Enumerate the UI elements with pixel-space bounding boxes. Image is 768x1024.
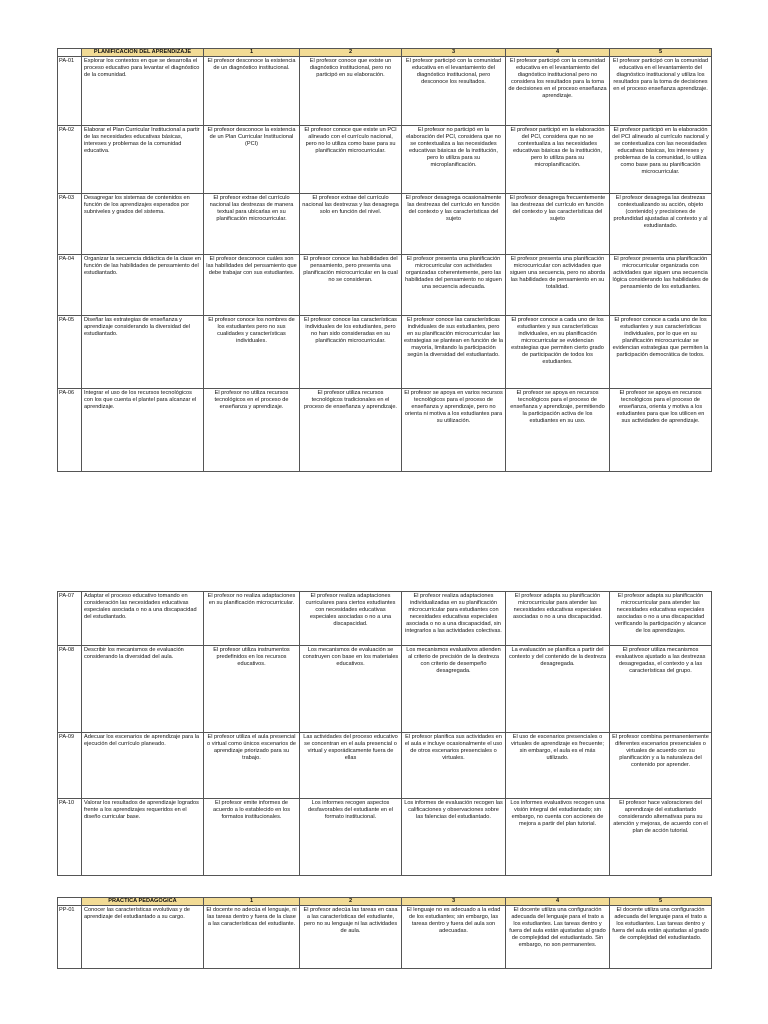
planificacion-table-page-2 — [57, 591, 712, 876]
level-5-cell: El docente utiliza una configuración adecuada del lenguaje para el trato a los estudiantes. Las tareas dentro y fuera del aula están ajustadas al grado de complejidad del estudiantado. — [610, 906, 712, 969]
level-5-cell: El profesor se apoya en recursos tecnológicos para el proceso de enseñanza, orienta y motiva a los estudiantes para que los utilicen en sus actividades de aprendizaje. — [610, 389, 712, 472]
indicator-code: PA-05 — [58, 316, 82, 389]
table-header-row — [58, 898, 712, 906]
indicator-code: PP-01 — [58, 906, 82, 969]
level-2-cell: Las actividades del proceso educativo se concentran en el aula presencial o virtual y esporádicamente fuera de ellas — [300, 733, 402, 799]
level-4-header: 4 — [506, 49, 610, 57]
level-1-cell: El docente no adecúa el lenguaje, ni las tareas dentro y fuera de la clase a las características del estudiante. — [204, 906, 300, 969]
indicator-criterion: Desagregar los sistemas de contenidos en función de los aprendizajes esperados por subniveles y grados del sistema. — [82, 194, 204, 255]
level-4-cell: El docente utiliza una configuración adecuada del lenguaje para el trato a los estudiantes. Las tareas dentro y fuera del aula están ajustadas al grado de complejidad del estudiantado. Sin embargo, no son permanentes. — [506, 906, 610, 969]
level-3-cell: El lenguaje no es adecuado a la edad de los estudiantes; sin embargo, las tareas dentro y fuera del aula son adecuadas. — [402, 906, 506, 969]
level-5-cell: El profesor hace valoraciones del aprendizaje del estudiantado considerando alternativas para su atención y mejoras, de acuerdo con el plan de acción tutorial. — [610, 799, 712, 876]
level-2-cell: El profesor conoce que existe un diagnóstico institucional, pero no participó en su elaboración. — [300, 57, 402, 126]
level-2-cell: Los informes recogen aspectos desfavorables del estudiante en el formato institucional. — [300, 799, 402, 876]
level-2-header: 2 — [300, 49, 402, 57]
level-5-cell: El profesor combina permanentemente diferentes escenarios presenciales o virtuales de acuerdo con su planificación y a la naturaleza del contenido por aprender. — [610, 733, 712, 799]
level-4-cell: El profesor desagrega frecuentemente las destrezas del currículo en función del contexto y las características del sujeto — [506, 194, 610, 255]
level-1-cell: El profesor desconoce la existencia de un diagnóstico institucional. — [204, 57, 300, 126]
indicator-criterion: Valorar los resultados de aprendizaje logrados frente a los aprendizajes requeridos en el diseño curricular base. — [82, 799, 204, 876]
table-row — [58, 799, 712, 876]
level-3-cell: El profesor realiza adaptaciones individualizadas en su planificación microcurricular para estudiantes con necesidades educativas especiales asociada o no a una discapacidad, sin integrarlos a las actividades colectivas. — [402, 592, 506, 646]
indicator-criterion: Diseñar las estrategias de enseñanza y aprendizaje considerando la diversidad del estudiantado. — [82, 316, 204, 389]
level-3-header: 3 — [402, 898, 506, 906]
level-2-cell: El profesor extrae del currículo nacional las destrezas y las desagrega solo en función del nivel. — [300, 194, 402, 255]
level-1-cell: El profesor emite informes de acuerdo a lo establecido en los formatos institucionales. — [204, 799, 300, 876]
level-3-cell: El profesor presenta una planificación microcurricular con actividades organizadas coherentemente, pero las habilidades del pensamiento no siguen una secuencia adecuada. — [402, 255, 506, 316]
level-4-cell: El uso de escenarios presenciales o virtuales de aprendizaje es frecuente; sin embargo, el aula es el más utilizado. — [506, 733, 610, 799]
indicator-criterion: Adaptar el proceso educativo tomando en consideración las necesidades educativas especiales asociada o no a una discapacidad del estudiantado. — [82, 592, 204, 646]
level-3-cell: El profesor se apoya en varios recursos tecnológicos para el proceso de enseñanza y aprendizaje, pero no orienta ni motiva a los estudiantes para su utilización. — [402, 389, 506, 472]
level-1-header: 1 — [204, 898, 300, 906]
table-row — [58, 646, 712, 733]
planificacion-table-page-1 — [57, 48, 712, 472]
indicator-code: PA-08 — [58, 646, 82, 733]
indicator-criterion: Elaborar el Plan Curricular Institucional a partir de las necesidades educativas básicas, intereses y problemas de la comunidad educativa. — [82, 126, 204, 194]
level-1-cell: El profesor conoce los nombres de los estudiantes pero no sus cualidades y características individuales. — [204, 316, 300, 389]
table-row — [58, 592, 712, 646]
level-5-cell: El profesor participó en la elaboración del PCI alineado al currículo nacional y se contextualiza con las necesidades educativas básicas, los intereses y problemas de la comunidad, lo utiliza como base para su planificación microcurricular. — [610, 126, 712, 194]
level-5-cell: El profesor adapta su planificación microcurricular para atender las necesidades educativas especiales asociadas o no a una discapacidad verificando la participación y alcance de los aprendizajes. — [610, 592, 712, 646]
level-1-cell: El profesor desconoce la existencia de un Plan Curricular Institucional (PCI) — [204, 126, 300, 194]
table-row — [58, 733, 712, 799]
level-5-cell: El profesor conoce a cada uno de los estudiantes y sus características individuales, por lo que en su planificación microcurricular se evidencian estrategias que permiten la participación democrática de todos. — [610, 316, 712, 389]
level-5-cell: El profesor utiliza mecanismos evaluativos ajustado a las destrezas desagregadas, el contexto y a las características del grupo. — [610, 646, 712, 733]
level-4-header: 4 — [506, 898, 610, 906]
level-3-cell: El profesor participó con la comunidad educativa en el levantamiento del diagnóstico institucional, pero desconoce los resultados. — [402, 57, 506, 126]
section-title: PLANIFICACION DEL APRENDIZAJE — [82, 49, 204, 57]
indicator-code: PA-01 — [58, 57, 82, 126]
indicator-code: PA-04 — [58, 255, 82, 316]
table-row — [58, 57, 712, 126]
level-2-cell: El profesor adecúa las tareas en casa a las características del estudiante, pero no su lenguaje ni las actividades de aula. — [300, 906, 402, 969]
level-4-cell: Los informes evaluativos recogen una visión integral del estudiantado; sin embargo, no cuenta con acciones de mejora a partir del plan tutorial. — [506, 799, 610, 876]
level-1-header: 1 — [204, 49, 300, 57]
section-title: PRACTICA PEDAGOGICA — [82, 898, 204, 906]
indicator-code: PA-06 — [58, 389, 82, 472]
indicator-criterion: Organizar la secuencia didáctica de la clase en función de las habilidades de pensamiento del estudiantado. — [82, 255, 204, 316]
header-blank-cell — [58, 898, 82, 906]
indicator-criterion: Conocer las características evolutivas y de aprendizaje del estudiantado a su cargo. — [82, 906, 204, 969]
indicator-criterion: Explorar los contextos en que se desarrolla el proceso educativo para levantar el diagnóstico de la comunidad. — [82, 57, 204, 126]
table-row — [58, 255, 712, 316]
level-3-header: 3 — [402, 49, 506, 57]
level-4-cell: El profesor se apoya en recursos tecnológicos para el proceso de enseñanza y aprendizaje, permitiendo la participación activa de los estudiantes en su uso. — [506, 389, 610, 472]
level-3-cell: El profesor no participó en la elaboración del PCI, considera que no se contextualiza a las necesidades educativas básicas de la institución, pero lo utiliza para su microplanificación. — [402, 126, 506, 194]
level-3-cell: El profesor planifica sus actividades en el aula e incluye ocasionalmente el uso de otros escenarios presenciales o virtuales. — [402, 733, 506, 799]
level-3-cell: Los mecanismos evaluativos atienden al criterio de precisión de la destreza con criterio de desempeño desagregada. — [402, 646, 506, 733]
level-1-cell: El profesor extrae del currículo nacional las destrezas de manera textual para ubicarlas en su planificación microcurricular. — [204, 194, 300, 255]
table-row — [58, 194, 712, 255]
level-4-cell: El profesor participó en la elaboración del PCI, considera que no se contextualiza a las necesidades educativas básicas de la institución, pero lo utiliza para su microplanificación. — [506, 126, 610, 194]
indicator-criterion: Integrar el uso de los recursos tecnológicos con los que cuenta el plantel para alcanzar el aprendizaje. — [82, 389, 204, 472]
level-2-header: 2 — [300, 898, 402, 906]
indicator-code: PA-02 — [58, 126, 82, 194]
table-row — [58, 126, 712, 194]
indicator-code: PA-07 — [58, 592, 82, 646]
level-2-cell: El profesor conoce las características individuales de los estudiantes, pero no han sido consideradas en su planificación microcurricular. — [300, 316, 402, 389]
level-1-cell: El profesor no utiliza recursos tecnológicos en el proceso de enseñanza y aprendizaje. — [204, 389, 300, 472]
indicator-criterion: Adecuar los escenarios de aprendizaje para la ejecución del currículo planeado. — [82, 733, 204, 799]
level-2-cell: El profesor realiza adaptaciones curriculares para ciertos estudiantes con necesidades educativas especiales asociadas o no a una discapacidad. — [300, 592, 402, 646]
level-4-cell: El profesor adapta su planificación microcurricular para atender las necesidades educativas especiales asociadas o no a una discapacidad. — [506, 592, 610, 646]
level-1-cell: El profesor desconoce cuáles son las habilidades del pensamiento que debe trabajar con sus estudiantes. — [204, 255, 300, 316]
level-1-cell: El profesor utiliza el aula presencial o virtual como únicos escenarios de aprendizaje priorizado para su trabajo. — [204, 733, 300, 799]
level-4-cell: La evaluación se planifica a partir del contexto y del contenido de la destreza desagregada. — [506, 646, 610, 733]
table-row — [58, 906, 712, 969]
table-row — [58, 316, 712, 389]
level-3-cell: El profesor conoce las características individuales de sus estudiantes, pero en su planificación microcurricular las estrategias se plantean en función de la mayoría, limitando la participación según la diversidad del estudiantado. — [402, 316, 506, 389]
level-4-cell: El profesor conoce a cada uno de los estudiantes y sus características individuales, en su planificación microcurricular se evidencian estrategias que permiten cierto grado de participación de todos los estudiantes. — [506, 316, 610, 389]
indicator-code: PA-10 — [58, 799, 82, 876]
level-5-header: 5 — [610, 49, 712, 57]
level-2-cell: Los mecanismos de evaluación se construyen con base en los materiales educativos. — [300, 646, 402, 733]
level-2-cell: El profesor conoce que existe un PCI alineado con el currículo nacional, pero no lo utiliza como base para su planificación microcurricular. — [300, 126, 402, 194]
level-4-cell: El profesor presenta una planificación microcurricular con actividades que siguen una secuencia, pero no aborda las habilidades de pensamiento en su totalidad. — [506, 255, 610, 316]
level-3-cell: El profesor desagrega ocasionalmente las destrezas del currículo en función del contexto y las características del sujeto — [402, 194, 506, 255]
level-5-header: 5 — [610, 898, 712, 906]
level-1-cell: El profesor utiliza instrumentos predefinidos en los recursos educativos. — [204, 646, 300, 733]
table-header-row — [58, 49, 712, 57]
practica-pedagogica-table — [57, 897, 712, 969]
level-5-cell: El profesor presenta una planificación microcurricular organizada con actividades que siguen una secuencia lógica considerando las habilidades de pensamiento de los estudiantes. — [610, 255, 712, 316]
level-5-cell: El profesor participó con la comunidad educativa en el levantamiento del diagnóstico institucional y utiliza los resultados para la toma de decisiones en el proceso enseñanza aprendizaje. — [610, 57, 712, 126]
level-2-cell: El profesor utiliza recursos tecnológicos tradicionales en el proceso de enseñanza y aprendizaje. — [300, 389, 402, 472]
level-4-cell: El profesor participó con la comunidad educativa en el levantamiento del diagnóstico institucional pero no considera los resultados para la toma de decisiones en el proceso enseñanza aprendizaje. — [506, 57, 610, 126]
indicator-criterion: Describir los mecanismos de evaluación considerando la diversidad del aula. — [82, 646, 204, 733]
level-1-cell: El profesor no realiza adaptaciones en su planificación microcurricular. — [204, 592, 300, 646]
level-2-cell: El profesor conoce las habilidades del pensamiento, pero presenta una planificación microcurricular en la cual no se consideran. — [300, 255, 402, 316]
level-3-cell: Los informes de evaluación recogen las calificaciones y observaciones sobre las falencias del estudiantado. — [402, 799, 506, 876]
level-5-cell: El profesor desagrega las destrezas contextualizando su acción, objeto (contenido) y precisiones de profundidad ajustadas al contexto y al estudiantado. — [610, 194, 712, 255]
table-row — [58, 389, 712, 472]
header-blank-cell — [58, 49, 82, 57]
indicator-code: PA-03 — [58, 194, 82, 255]
indicator-code: PA-09 — [58, 733, 82, 799]
